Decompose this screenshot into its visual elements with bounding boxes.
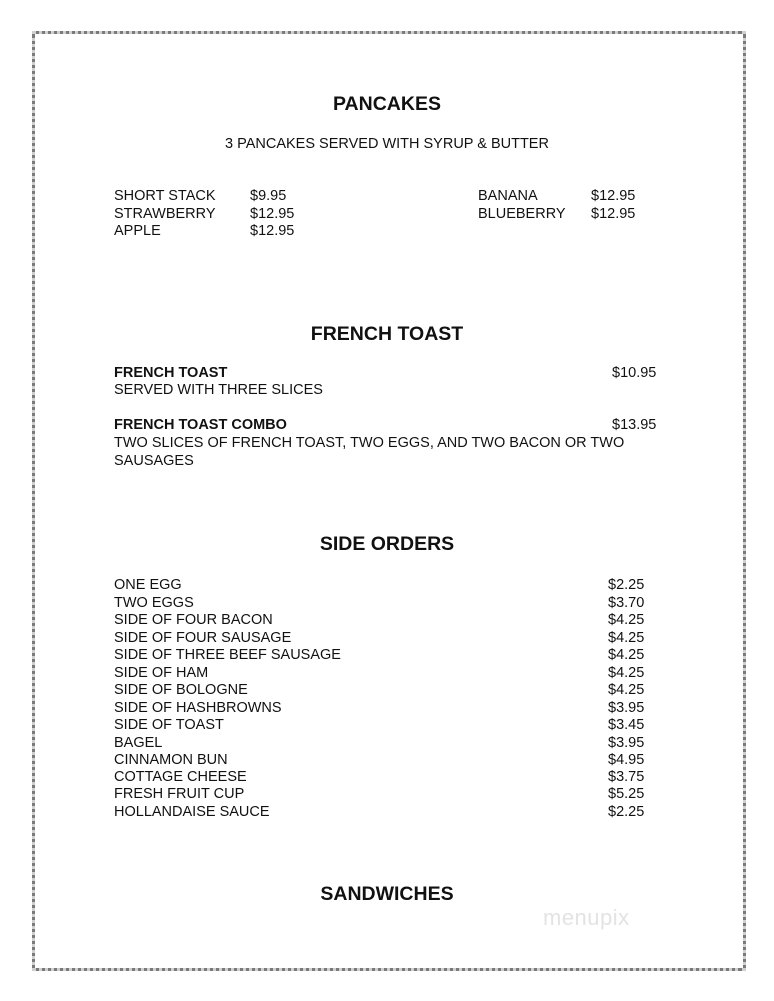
menu-item-price: $2.25 (608, 804, 645, 820)
menu-item-name: SIDE OF THREE BEEF SAUSAGE (114, 647, 341, 663)
menu-item-price: $5.25 (608, 786, 645, 802)
menu-item-name: ONE EGG (114, 577, 182, 593)
menu-item-name: COTTAGE CHEESE (114, 769, 247, 785)
menu-page-border (32, 31, 746, 971)
french-toast-heading: FRENCH TOAST (310, 323, 464, 345)
menu-item-name: SIDE OF HASHBROWNS (114, 700, 282, 716)
menu-item-price: $12.95 (591, 206, 636, 222)
menu-item-price: $4.25 (608, 665, 645, 681)
pancakes-subtitle: 3 PANCAKES SERVED WITH SYRUP & BUTTER (225, 136, 549, 152)
menu-item-price: $4.25 (608, 630, 645, 646)
menu-item-name: SIDE OF FOUR BACON (114, 612, 273, 628)
menu-item-price: $4.25 (608, 612, 645, 628)
menu-item-price: $13.95 (612, 417, 657, 433)
menu-item-name: STRAWBERRY (114, 206, 216, 222)
side-orders-heading: SIDE ORDERS (319, 533, 455, 555)
menu-item-name: FRESH FRUIT CUP (114, 786, 245, 802)
menu-item-price: $3.70 (608, 595, 645, 611)
menu-item-description: TWO SLICES OF FRENCH TOAST, TWO EGGS, AND TWO BACON OR TWO (114, 435, 625, 451)
menu-item-name: TWO EGGS (114, 595, 194, 611)
menu-item-price: $3.75 (608, 769, 645, 785)
menu-item-price: $9.95 (250, 188, 287, 204)
menu-item-name: BLUEBERRY (478, 206, 566, 222)
menu-item-description: SAUSAGES (114, 453, 194, 469)
menu-item-price: $4.95 (608, 752, 645, 768)
menu-item-price: $2.25 (608, 577, 645, 593)
menu-item-name: FRENCH TOAST COMBO (114, 417, 287, 433)
menu-item-price: $3.45 (608, 717, 645, 733)
menu-item-name: SIDE OF TOAST (114, 717, 224, 733)
menu-item-price: $12.95 (250, 206, 295, 222)
menu-item-name: BAGEL (114, 735, 163, 751)
menu-item-name: APPLE (114, 223, 161, 239)
menu-item-description: SERVED WITH THREE SLICES (114, 382, 323, 398)
menu-item-name: BANANA (478, 188, 538, 204)
sandwiches-heading: SANDWICHES (320, 883, 454, 905)
menu-item-price: $4.25 (608, 647, 645, 663)
menupix-watermark: menupix (543, 905, 630, 930)
menu-item-name: SIDE OF HAM (114, 665, 209, 681)
menu-item-price: $12.95 (250, 223, 295, 239)
pancakes-heading: PANCAKES (333, 93, 441, 115)
menu-item-name: HOLLANDAISE SAUCE (114, 804, 270, 820)
menu-item-name: FRENCH TOAST (114, 365, 228, 381)
menu-item-name: SIDE OF BOLOGNE (114, 682, 248, 698)
menu-item-name: SHORT STACK (114, 188, 216, 204)
menu-item-name: SIDE OF FOUR SAUSAGE (114, 630, 292, 646)
menu-item-name: CINNAMON BUN (114, 752, 228, 768)
menu-item-price: $12.95 (591, 188, 636, 204)
menu-item-price: $3.95 (608, 700, 645, 716)
menu-item-price: $10.95 (612, 365, 657, 381)
menu-item-price: $3.95 (608, 735, 645, 751)
menu-item-price: $4.25 (608, 682, 645, 698)
